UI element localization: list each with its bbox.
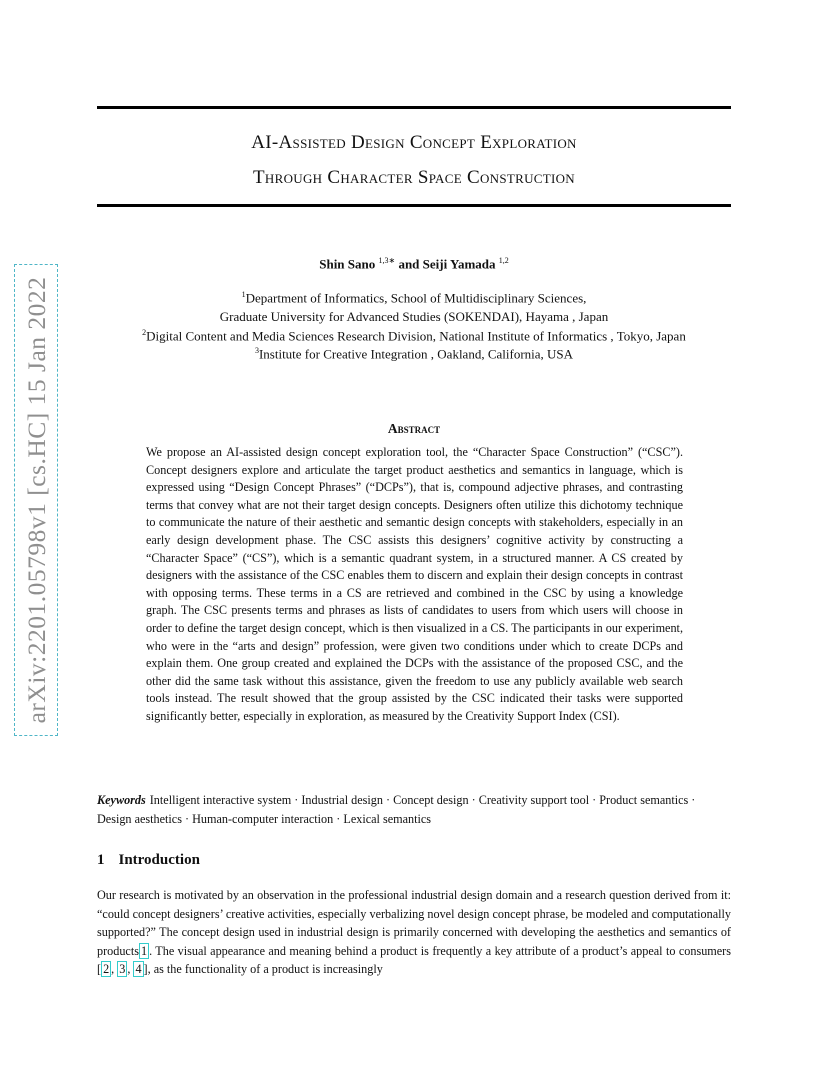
affiliation-1-line-1	[0, 290, 828, 306]
citation-link-2[interactable]: 2	[103, 962, 110, 976]
citation-link-1[interactable]: 1	[140, 943, 148, 958]
affiliation-2-text: Digital Content and Media Sciences Research Division, National Institute of Informatics , Tokyo, Japan	[146, 328, 686, 344]
citation-link-4[interactable]: 4	[135, 962, 142, 976]
section-title: Introduction	[118, 852, 200, 868]
affiliation-1-sup: 1	[241, 290, 246, 299]
title-line-2: Through Character Space Construction	[253, 167, 575, 188]
intro-part-3: , as the functionality of a product is increasingly	[147, 962, 383, 976]
affiliation-2	[0, 328, 828, 344]
abstract-heading: Abstract	[387, 421, 441, 436]
affiliation-3	[0, 346, 828, 362]
section-number: 1	[97, 852, 105, 868]
bottom-rule	[97, 204, 731, 207]
author-1-affil: 1,3∗	[378, 256, 396, 265]
intro-part-2: . The visual appearance and meaning behind a product is frequently a key attribute of a product’s appeal to consumers	[149, 943, 731, 958]
author-and: and	[398, 256, 420, 272]
authors	[0, 256, 828, 272]
intro-part-1: Our research is motivated by an observation in the professional industrial design domain and a research question derived from it: “could concept designers’ creative activities, especially verbalizing novel design concept phrase, be modeled and computationally supported?” The concept design used in industrial design is primarily concerned with developing the aesthetics and semantics of products	[97, 888, 731, 958]
abstract-body: We propose an AI-assisted design concept exploration tool, the “Character Space Construction” (“CSC”). Concept designers explore and articulate the target product aesthetics and semantics in language, which is expressed using “Design Concept Phrases” (“DCPs”), that is, compound adjective phrases, and contrasting terms that convey what are not their target design concepts. Designers often utilize this dichotomy technique to communicate the nature of their aesthetic and semantic design concepts with stakeholders, especially in an early design development phase. The CSC assists this designers’ cognitive activity by constructing a “Character Space” (“CS”), which is a semantic quadrant system, in a structured manner. A CS created by designers with the assistance of the CSC enables them to discern and explain their design concepts in contrast with opposing terms. These terms in a CS are retrieved and combined in the CSC by using a knowledge graph. The CSC presents terms and phrases as lists of candidates to users from which users will choose in order to define the target design concept, which is then visualized in a CS. The participants in our experiment, who were in the “arts and design” profession, were given two conditions under which to create DCPs and explain them. One group created and explained the DCPs with the assistance of the proposed CSC, and the other did the same task without this assistance, given the freedom to use any publicly available web search tools instead. The result showed that the group assisted by the CSC indicated their tasks were supported significantly better, especially in exploration, as measured by the Creativity Support Index (CSI).	[146, 445, 683, 723]
keywords-text: Intelligent interactive system · Industrial design · Concept design · Creativity support tool · Product semantics · Design aesthetics · Human-computer interaction · Lexical semantics	[97, 793, 696, 826]
affiliation-1-text: Department of Informatics, School of Multidisciplinary Sciences,	[245, 290, 587, 306]
affiliation-3-text: Institute for Creative Integration , Oakland, California, USA	[258, 346, 574, 362]
intro-paragraph: Our research is motivated by an observation in the professional industrial design domain and a research question derived from it: “could concept designers’ creative activities, especially verbalizing novel design concept phrase, be modeled and computationally supported?” The concept design used in industrial design is primarily concerned with developing the aesthetics and semantics of products 1 . The visual appearance and meaning behind a product is frequently a key attribute of a product’s appeal to consumers [ 2 , 3 , 4 ], as the functionality of a product is increasingly	[97, 888, 731, 976]
keywords-label: Keywords	[97, 793, 146, 807]
title-line-1: AI-Assisted Design Concept Exploration	[251, 132, 577, 153]
author-2: Seiji Yamada	[422, 256, 496, 272]
affiliation-3-sup: 3	[254, 346, 259, 355]
keywords	[97, 791, 731, 828]
author-2-affil: 1,2	[498, 256, 509, 265]
author-1: Shin Sano	[319, 256, 376, 272]
section-heading	[97, 852, 200, 869]
top-rule	[97, 106, 731, 109]
affiliation-2-sup: 2	[142, 328, 147, 337]
arxiv-stamp-text[interactable]: arXiv:2201.05798v1 [cs.HC] 15 Jan 2022	[22, 276, 51, 724]
affiliation-1-line-2: Graduate University for Advanced Studies (SOKENDAI), Hayama , Japan	[219, 309, 609, 324]
citation-link-3[interactable]: 3	[119, 962, 126, 976]
